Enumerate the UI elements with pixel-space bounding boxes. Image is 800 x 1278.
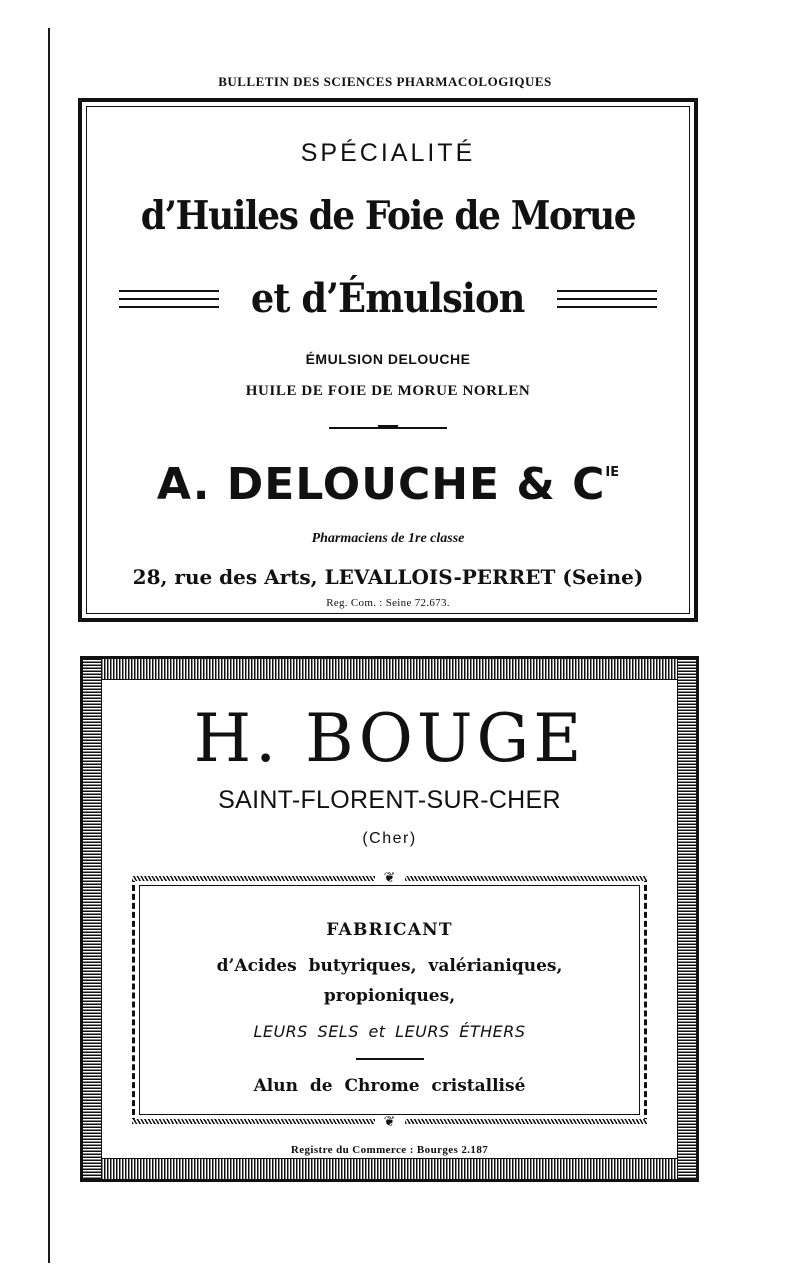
hatched-border-left xyxy=(83,659,101,1179)
emulsion-title-row xyxy=(87,275,689,322)
products-line-1: d’Acides butyriques, valérianiques, xyxy=(216,956,563,976)
company-name-text: A. DELOUCHE & C xyxy=(156,459,606,510)
address-line: 28, rue des Arts, LEVALLOIS-PERRET (Seine) xyxy=(132,565,644,589)
company-name-bouge: H. BOUGE xyxy=(193,700,586,777)
department-line: (Cher) xyxy=(362,830,417,847)
bouge-content-panel xyxy=(101,679,678,1159)
left-triple-rule xyxy=(119,290,219,308)
bouge-advertisement xyxy=(80,656,699,1182)
company-name-delouche xyxy=(87,459,689,510)
products-box xyxy=(132,870,647,1130)
running-head: BULLETIN DES SCIENCES PHARMACOLOGIQUES xyxy=(218,74,552,89)
qualification-line: Pharmaciens de 1re classe xyxy=(311,531,465,546)
specialite-heading: SPÉCIALITÉ xyxy=(300,139,476,167)
fleuron-icon-bottom: ❦ xyxy=(375,1115,405,1129)
products-line-3: LEURS SELS et LEURS ÉTHERS xyxy=(253,1022,526,1041)
ornamental-rule xyxy=(87,419,689,425)
delouche-inner-frame xyxy=(86,106,690,614)
registration-line: Reg. Com. : Seine 72.673. xyxy=(326,597,450,609)
product-emulsion-delouche: ÉMULSION DELOUCHE xyxy=(305,351,471,367)
emulsion-title: et d’Émulsion xyxy=(251,275,525,322)
page-binding-line xyxy=(48,28,50,1263)
short-divider xyxy=(356,1058,424,1060)
delouche-advertisement xyxy=(78,98,698,622)
products-line-4: Alun de Chrome cristallisé xyxy=(253,1076,526,1096)
product-huile-norlen: HUILE DE FOIE DE MORUE NORLEN xyxy=(245,383,531,399)
huiles-title: d’Huiles de Foie de Morue xyxy=(140,193,636,239)
company-name-superscript: IE xyxy=(605,465,620,480)
products-inner-frame xyxy=(139,885,640,1115)
right-triple-rule xyxy=(557,290,657,308)
hatched-border-right xyxy=(678,659,696,1179)
products-line-2: propioniques, xyxy=(323,986,456,1006)
town-line: SAINT-FLORENT-SUR-CHER xyxy=(218,786,561,814)
registration-line-bouge: Registre du Commerce : Bourges 2.187 xyxy=(290,1144,489,1156)
fleuron-icon-top: ❦ xyxy=(375,871,405,885)
role-line: FABRICANT xyxy=(326,920,453,940)
